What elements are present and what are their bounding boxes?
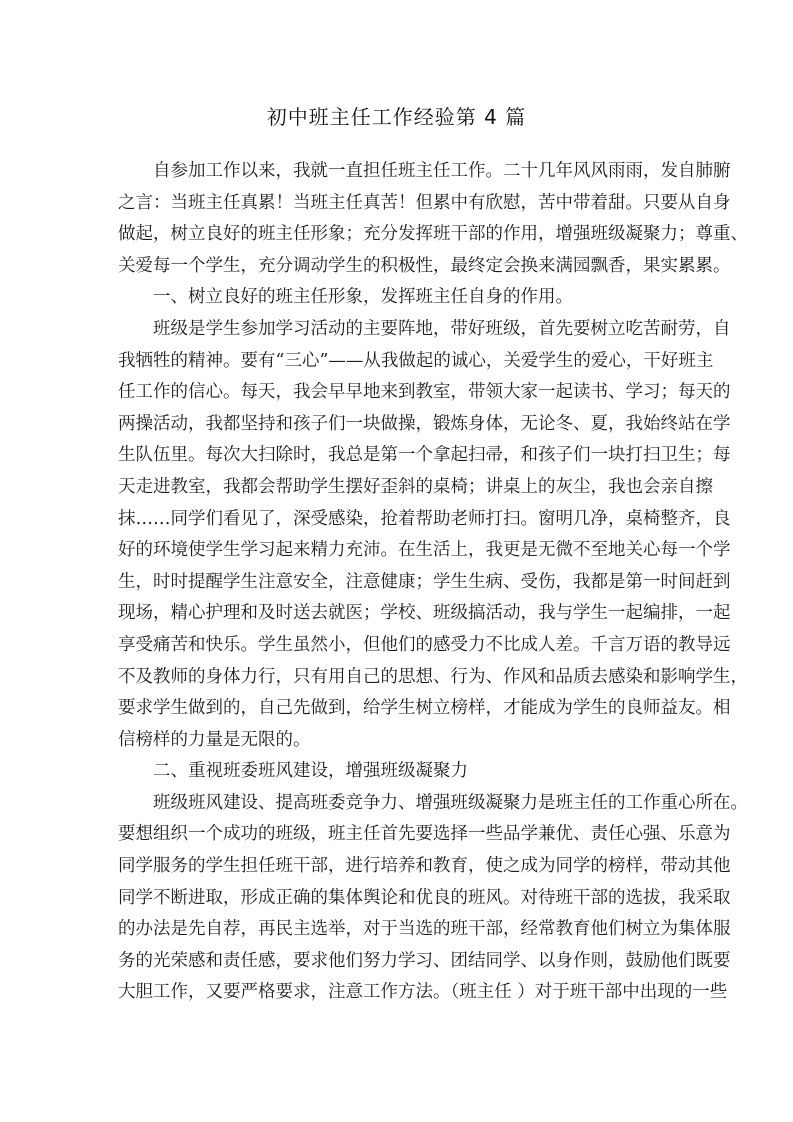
text-line: 一、树立良好的班主任形象，发挥班主任自身的作用。 [153,287,573,308]
text-line: 现场，精心护理和及时送去就医；学校、班级搞活动，我与学生一起编排，一起 [118,603,731,624]
text-line: 班级班风建设、提高班委竞争力、增强班级凝聚力是班主任的工作重心所在。 [153,792,748,813]
document-body [118,156,748,1009]
text-line: 要求学生做到的，自己先做到，给学生树立榜样，才能成为学生的良师益友。相 [118,698,731,719]
text-line: 自参加工作以来，我就一直担任班主任工作。二十几年风风雨雨，发自肺腑 [153,161,731,181]
text-line: 关爱每一个学生，充分调动学生的积极性，最终定会换来满园飘香，果实累累。 [118,255,731,276]
text-line: 天走进教室，我都会帮助学生摆好歪斜的桌椅；讲桌上的灰尘，我也会亲自擦 [118,476,713,497]
document-title: 初中班主任工作经验第 4 篇 [266,105,527,129]
text-line: 享受痛苦和快乐。学生虽然小，但他们的感受力不比成人差。千言万语的教导远 [118,634,731,655]
text-line: 好的环境使学生学习起来精力充沛。在生活上，我更是无微不至地关心每一个学 [118,540,731,561]
text-line: 务的光荣感和责任感，要求他们努力学习、团结同学、以身作则，鼓励他们既要 [118,950,731,971]
text-line: 抹……同学们看见了，深受感染，抢着帮助老师打扫。窗明几净，桌椅整齐，良 [118,508,731,529]
text-line: 两操活动，我都坚持和孩子们一块做操，锻炼身体，无论冬、夏，我始终站在学 [118,413,731,434]
text-line: 信榜样的力量是无限的。 [118,729,311,750]
text-line: 同学服务的学生担任班干部，进行培养和教育，使之成为同学的榜样，带动其他 [118,856,731,877]
text-line: 之言：当班主任真累！当班主任真苦！但累中有欣慰，苦中带着甜。只要从自身 [118,192,731,213]
text-line: 班级是学生参加学习活动的主要阵地，带好班级，首先要树立吃苦耐劳，自 [153,318,731,339]
text-line: 我牺牲的精神。要有“三心”——从我做起的诚心，关爱学生的爱心，干好班主 [118,350,714,371]
text-line: 大胆工作，又要严格要求，注意工作方法。（班主任 ）对于班干部中出现的一些 [118,982,728,1003]
text-line: 要想组织一个成功的班级，班主任首先要选择一些品学兼优、责任心强、乐意为 [118,824,731,845]
text-line: 做起，树立良好的班主任形象；充分发挥班干部的作用，增强班级凝聚力；尊重、 [118,224,748,245]
text-line: 不及教师的身体力行，只有用自己的思想、行为、作风和品质去感染和影响学生， [118,666,748,687]
text-line: 任工作的信心。每天，我会早早地来到教室，带领大家一起读书、学习；每天的 [118,382,731,403]
text-line: 二、重视班委班风建设，增强班级凝聚力 [153,761,468,782]
text-line: 生队伍里。每次大扫除时，我总是第一个拿起扫帚，和孩子们一块打扫卫生；每 [118,445,731,466]
text-line: 的办法是先自荐，再民主选举，对于当选的班干部，经常教育他们树立为集体服 [118,919,731,940]
text-line: 生，时时提醒学生注意安全，注意健康；学生生病、受伤，我都是第一时间赶到 [118,571,731,592]
text-line: 同学不断进取，形成正确的集体舆论和优良的班风。对待班干部的选拔，我采取 [118,887,731,908]
